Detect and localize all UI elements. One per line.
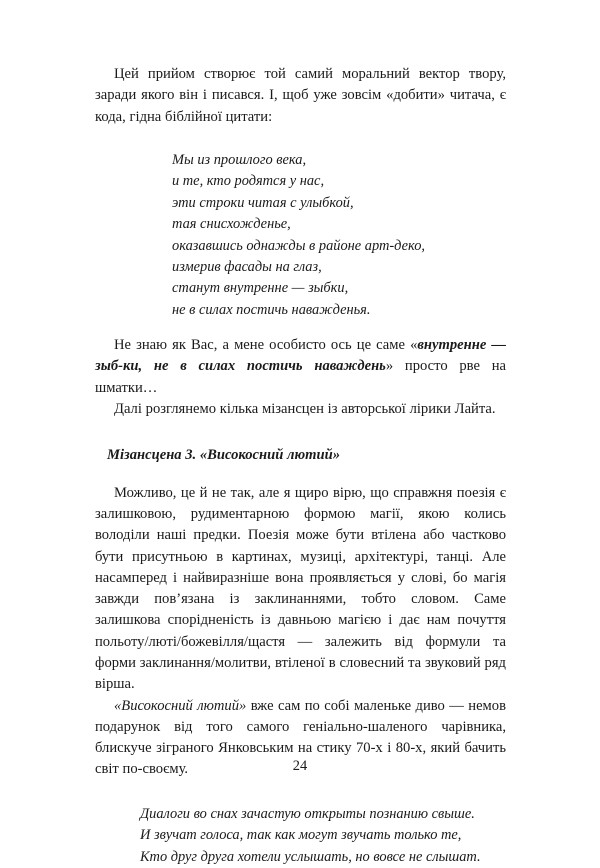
paragraph-intro: Цей прийом створює той самий моральний вектор твору, заради якого він і писався. І, щоб уже зовсім «добити» читача, є кода, гідна біблійної цитати: [95,66,506,125]
reaction-emphasis: внутренне — зыб-ки, не в силах постичь наваждень [95,337,507,375]
text-column [95,64,506,868]
verse-line: станут внутренне — зыбки, [172,280,349,297]
vysokosnyi-tail: вже сам по собі маленьке диво — немов подарунок від того самого геніально-шаленого чарівника, блискуче зіграного Янковським на стику 70-х і 80-х, який бачить світ по-своєму. [95,697,506,778]
verse-line: И звучат голоса, так как могут звучать только те, [140,827,462,844]
verse-line: Диалоги во снах зачастую открыты познанию свыше. [140,805,475,822]
verse-line: не в силах постичь наважденья. [172,301,371,318]
verse-line: Кто друг друга хотели услышать, но вовсе не слышат. [140,848,481,865]
verse-line: тая снисхожденье, [172,216,291,233]
paragraph-next-scenes: Далі розглянемо кілька мізансцен із авторської лірики Лайта. [114,401,496,418]
verse-block-last [140,804,506,868]
reaction-lead: Не знаю як Вас, а мене особисто ось це саме « [114,337,418,354]
page-number: 24 [292,758,308,774]
verse-line: и те, кто родятся у нас, [172,173,325,190]
verse-line: измерив фасады на глаз, [172,258,322,275]
vysokosnyi-title-inline: «Високосний лютий» [114,697,247,714]
verse-line: эти строки читая с улыбкой, [172,194,354,211]
paragraph-magic: Можливо, це й не так, але я щиро вірю, що справжня поезія є залишковою, рудиментарною формою магії, якою колись володіли наші предки. Поезія може бути втілена або частково бути присутньою в картинах, музиці, архітектурі, танці. Але насамперед і найвиразніше вона проявляється у слові, бо магія завжди пов’язана із заклинаннями, тобто словом. Саме залишкова спорідненість із давньою магією і дає нам почуття польоту/люті/божевілля/щастя — залежить від формули та форми заклинання/молитви, втіленої в словесний та звуковий ряд вірша. [95,484,506,693]
reaction-tail: » просто рве на шматки… [95,358,506,396]
verse-block-first [172,150,506,321]
paragraph-reaction [95,335,506,399]
heading-scene-3: Мізансцена 3. «Високосний лютий» [107,447,341,464]
verse-line: Мы из прошлого века, [172,151,307,168]
verse-line: оказавшись однажды в районе арт-деко, [172,237,425,254]
